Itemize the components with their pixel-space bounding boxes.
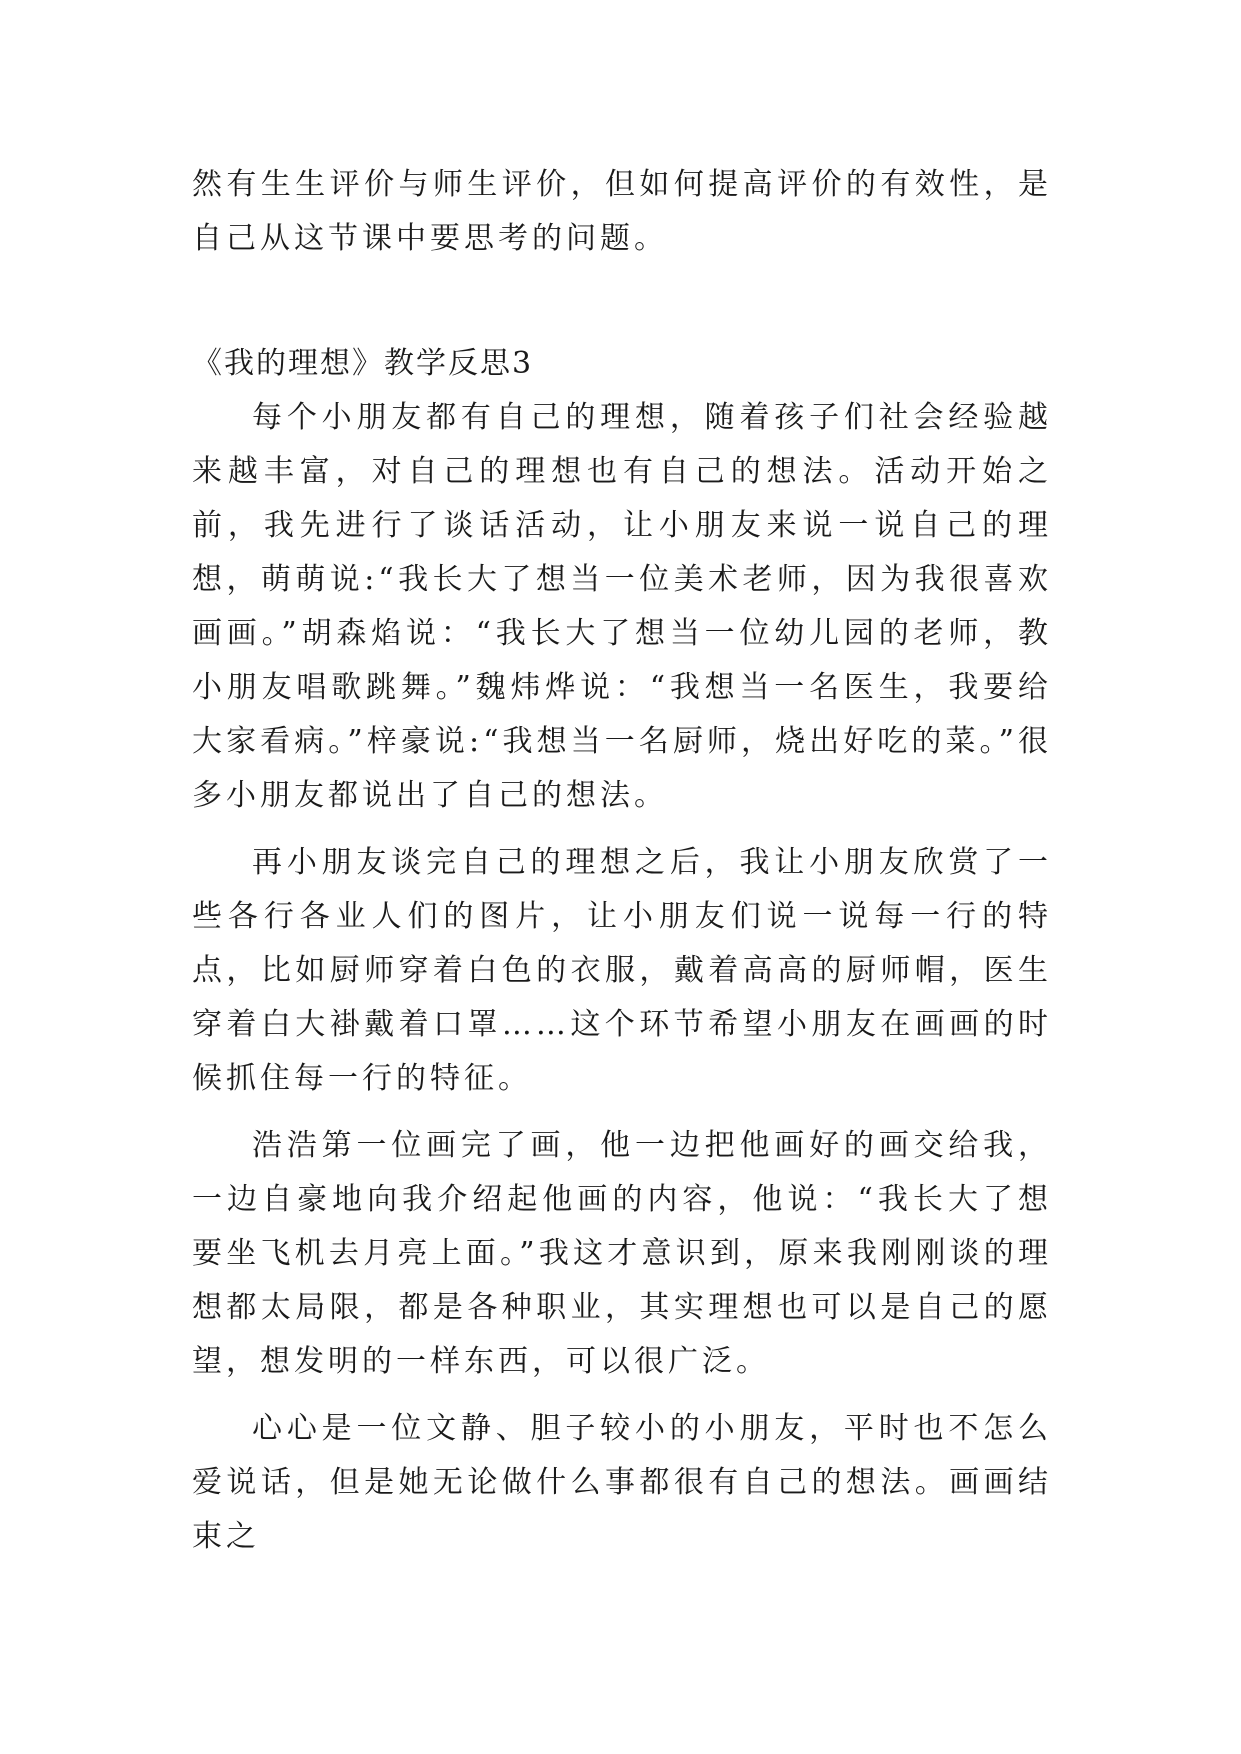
paragraph: 每个小朋友都有自己的理想，随着孩子们社会经验越来越丰富，对自己的理想也有自己的想法。活动开始之前，我先进行了谈话活动，让小朋友来说一说自己的理想，萌萌说:“我长大了想当一位美术老师，因为我很喜欢画画。”胡森焰说：“我长大了想当一位幼儿园的老师，教小朋友唱歌跳舞。”魏炜烨说：“我想当一名医生，我要给大家看病。”梓豪说:“我想当一名厨师，烧出好吃的菜。”很多小朋友都说出了自己的想法。: [192, 400, 1052, 813]
intro-paragraph: 然有生生评价与师生评价，但如何提高评价的有效性，是自己从这节课中要思考的问题。: [192, 167, 1052, 256]
body-paragraphs: [192, 391, 1052, 1577]
paragraph: 浩浩第一位画完了画，他一边把他画好的画交给我，一边自豪地向我介绍起他画的内容，他说：“我长大了想要坐飞机去月亮上面。”我这才意识到，原来我刚刚谈的理想都太局限，都是各种职业，其实理想也可以是自己的愿望，想发明的一样东西，可以很广泛。: [192, 1128, 1052, 1379]
section-title: 《我的理想》教学反思3: [192, 346, 534, 381]
paragraph: 心心是一位文静、胆子较小的小朋友，平时也不怎么爱说话，但是她无论做什么事都很有自己的想法。画画结束之: [192, 1411, 1052, 1554]
paragraph: 再小朋友谈完自己的理想之后，我让小朋友欣赏了一些各行各业人们的图片，让小朋友们说一说每一行的特点，比如厨师穿着白色的衣服，戴着高高的厨师帽，医生穿着白大褂戴着口罩……这个环节希望小朋友在画画的时候抓住每一行的特征。: [192, 845, 1052, 1096]
